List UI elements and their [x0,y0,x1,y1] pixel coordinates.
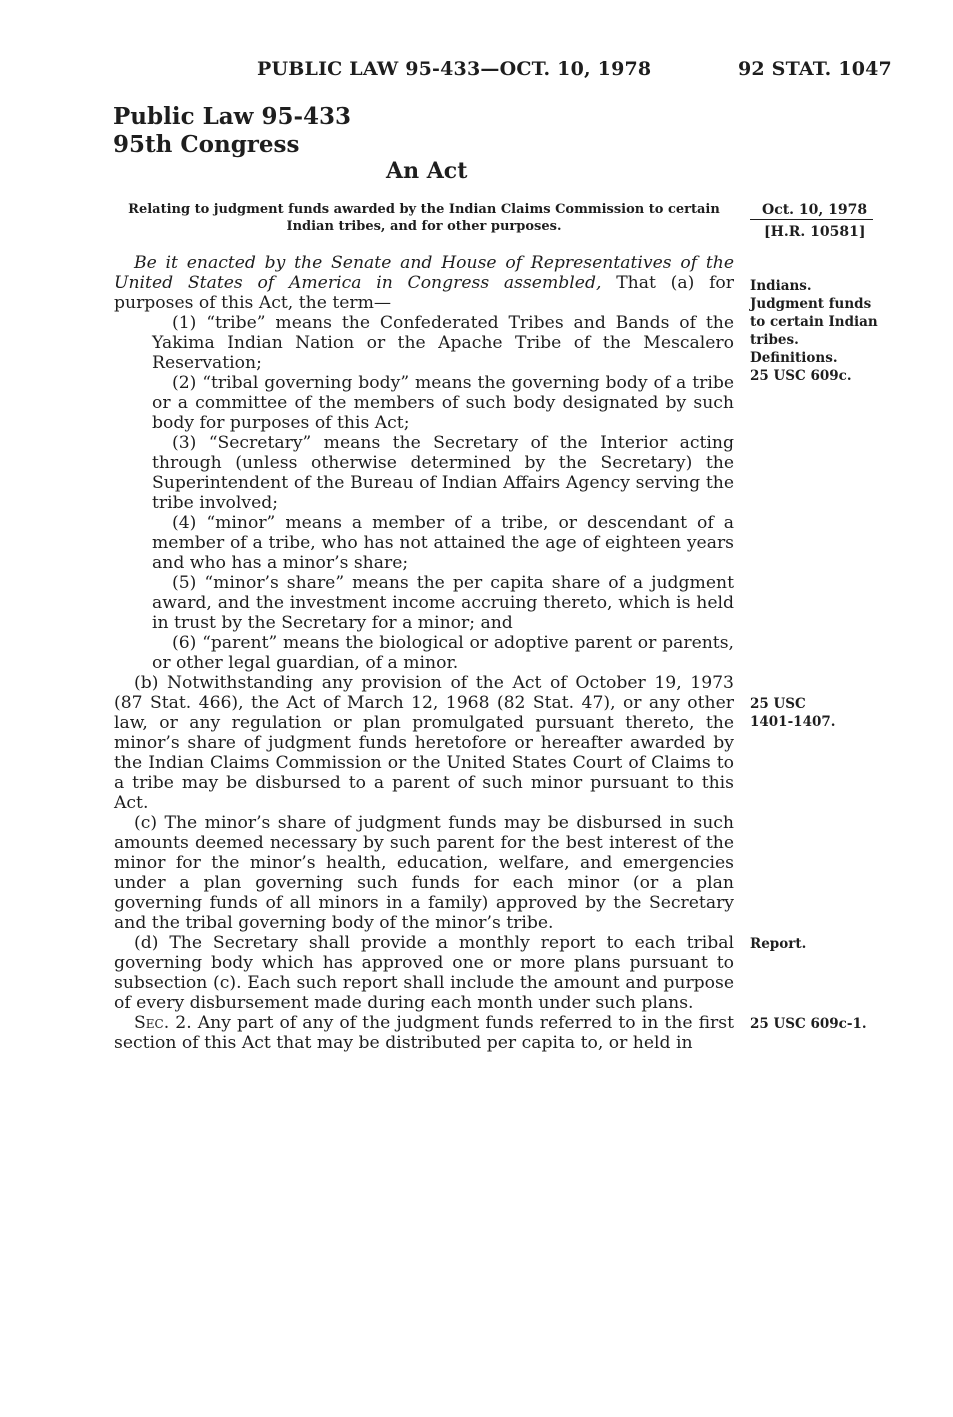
intro-text: That (a) for purposes of this Act, the term— [114,273,734,313]
margin-note-definitions [750,277,878,385]
paragraph-c: (c) The minor’s share of judgment funds may be disbursed in such amounts deemed necessary by such parent for the best interest of the minor for the minor’s health, education, welfare, and emergencies under a plan governing such funds for each minor (or a plan governing funds of all minors in a family) approved by the Secretary and the tribal governing body of the minor’s tribe. [114,813,734,933]
section-2-label: Sec. 2. [134,1013,192,1033]
margin-note-report: Report. [750,936,807,952]
date-divider [750,219,873,220]
margin-note-line: to certain Indian [750,314,878,330]
definition-item: (5) “minor’s share” means the per capita share of a judgment award, and the investment income accruing thereto, which is held in trust by the Secretary for a minor; and [152,573,734,633]
law-title-block [113,103,351,159]
definition-item: (3) “Secretary” means the Secretary of the Interior acting through (unless otherwise determined by the Secretary) the Superintendent of the Bureau of Indian Affairs Agency serving the tribe involved; [152,433,734,513]
page-number: 92 STAT. 1047 [738,58,892,80]
act-label: An Act [386,158,468,184]
margin-note-line: Judgment funds [750,296,872,312]
margin-note-line: 1401-1407. [750,714,836,730]
definition-item: (1) “tribe” means the Confederated Tribes and Bands of the Yakima Indian Nation or the Apache Tribe of the Mescalero Reservation; [152,313,734,373]
margin-note-sec2: 25 USC 609c-1. [750,1016,867,1032]
act-body [114,253,734,1053]
margin-note-line: tribes. [750,332,799,348]
bill-number: [H.R. 10581] [764,224,866,240]
act-subtitle [113,201,735,235]
definition-item: (4) “minor” means a member of a tribe, or descendant of a member of a tribe, who has not attained the age of eighteen years and who has a minor’s share; [152,513,734,573]
law-number: Public Law 95-433 [113,103,352,130]
margin-note-line: Definitions. [750,350,838,366]
section-2-paragraph [114,1013,734,1053]
paragraph-d: (d) The Secretary shall provide a monthly report to each tribal governing body which has approved one or more plans pursuant to subsection (c). Each such report shall include the amount and purpose of every disbursement made during each month under such plans. [114,933,734,1013]
margin-note-line: 25 USC [750,696,806,712]
congress-label: 95th Congress [113,131,300,158]
running-header-title: PUBLIC LAW 95-433—OCT. 10, 1978 [257,58,652,80]
section-2-text: Any part of any of the judgment funds referred to in the first section of this Act that may be distributed per capita to, or held in [114,1013,734,1053]
subtitle-line: Relating to judgment funds awarded by the Indian Claims Commission to certain [128,202,720,217]
approval-date: Oct. 10, 1978 [762,202,868,218]
definition-item: (2) “tribal governing body” means the governing body of a tribe or a committee of the members of such body designated by such body for purposes of this Act; [152,373,734,433]
enacting-clause: Be it enacted by the Senate and House of Representatives of the United States of America in Congress assembled, [114,253,734,293]
definition-item: (6) “parent” means the biological or adoptive parent or parents, or other legal guardian, of a minor. [152,633,734,673]
subtitle-line: Indian tribes, and for other purposes. [286,219,562,234]
enacting-paragraph [114,253,734,313]
margin-note-line: Indians. [750,278,812,294]
paragraph-b: (b) Notwithstanding any provision of the Act of October 19, 1973 (87 Stat. 466), the Act of March 12, 1968 (82 Stat. 47), or any other law, or any regulation or plan promulgated pursuant thereto, the minor’s share of judgment funds heretofore or hereafter awarded by the Indian Claims Commission or the United States Court of Claims to a tribe may be disbursed to a parent of such minor pursuant to this Act. [114,673,734,813]
margin-note-line: 25 USC 609c. [750,368,852,384]
margin-note-usc [750,695,835,731]
